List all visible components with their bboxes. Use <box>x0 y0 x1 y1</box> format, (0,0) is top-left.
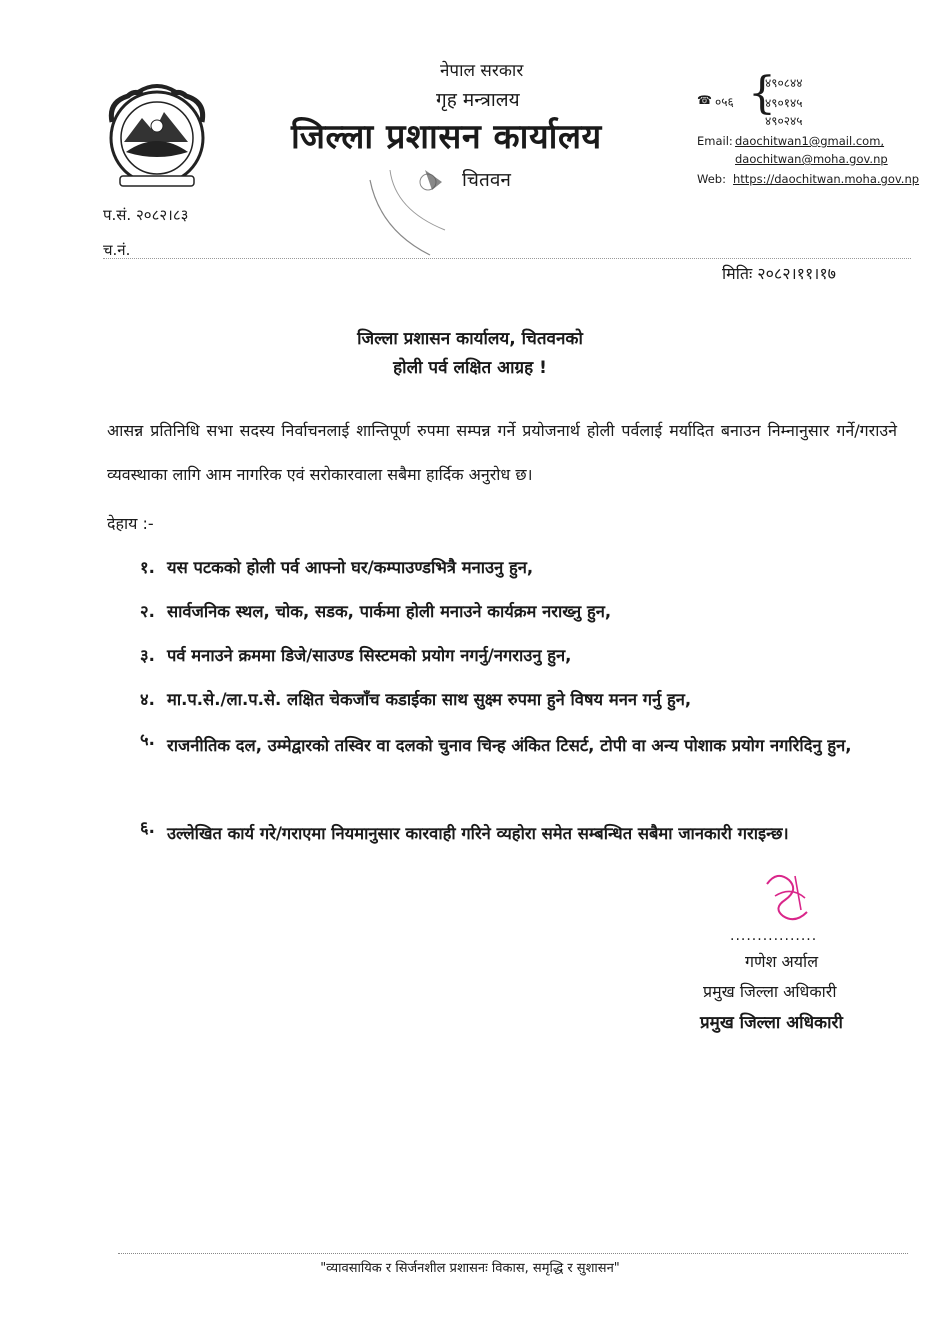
notice-title: जिल्ला प्रशासन कार्यालय, चितवनको <box>357 329 583 349</box>
list-item-number: ३. <box>140 646 155 665</box>
list-item-number: १. <box>140 558 155 577</box>
office-stamp-icon <box>350 160 480 260</box>
ministry-name: गृह मन्त्रालय <box>436 89 520 111</box>
dispatch-number: च.नं. <box>103 241 131 259</box>
contact-block <box>697 68 920 192</box>
phone-number: ४९०१४५ <box>765 96 803 110</box>
phone-code: ०५६ <box>715 95 734 109</box>
list-item-number: ४. <box>140 690 155 709</box>
list-item <box>140 592 900 632</box>
list-item <box>140 548 900 588</box>
designation-stamp: प्रमुख जिल्ला अधिकारी <box>700 1013 843 1033</box>
list-item <box>140 636 900 676</box>
list-item-text: यस पटकको होली पर्व आफ्नो घर/कम्पाउण्डभित्रै मनाउनु हुन, <box>167 558 534 577</box>
signer-name: गणेश अर्याल <box>745 952 819 971</box>
signature-line: ................ <box>730 928 818 944</box>
office-name: जिल्ला प्रशासन कार्यालय <box>291 117 602 157</box>
list-item-number: ६. <box>140 818 155 837</box>
phone-block <box>697 68 917 132</box>
website-link[interactable]: https://daochitwan.moha.gov.np <box>733 172 920 186</box>
signer-designation: प्रमुख जिल्ला अधिकारी <box>703 982 837 1001</box>
email-label: Email: <box>697 134 733 148</box>
list-item-text: सार्वजनिक स्थल, चोक, सडक, पार्कमा होली मनाउने कार्यक्रम नराख्नु हुन, <box>167 602 612 621</box>
notice-paragraph: आसन्न प्रतिनिधि सभा सदस्य निर्वाचनलाई शान्तिपूर्ण रुपमा सम्पन्न गर्ने प्रयोजनार्थ होली पर्वलाई मर्यादित बनाउन निम्नानुसार गर्ने/गराउने व्यवस्थाका लागि आम नागरिक एवं सरोकारवाला सबैमा हार्दिक अनुरोध छ। <box>107 421 897 484</box>
signature-icon <box>755 866 820 931</box>
email-link[interactable]: daochitwan@moha.gov.np <box>735 152 888 166</box>
list-item <box>140 720 900 772</box>
phone-number: ४९०८४४ <box>765 76 803 90</box>
nepal-emblem-icon <box>98 82 216 192</box>
list-item-text: मा.प.से./ला.प.से. लक्षित चेकजाँच कडाईका साथ सुक्ष्म रुपमा हुने विषय मनन गर्नु हुन, <box>167 690 692 709</box>
list-item-text: पर्व मनाउने क्रममा डिजे/साउण्ड सिस्टमको प्रयोग नगर्नु/नगराउनु हुन, <box>167 646 572 665</box>
brace-icon: { <box>748 68 776 119</box>
reference-number: प.सं. २०८२।८३ <box>103 206 189 224</box>
header-divider <box>103 258 911 259</box>
district-name: चितवन <box>462 169 511 191</box>
list-item-text: राजनीतिक दल, उम्मेद्वारको तस्विर वा दलको चुनाव चिन्ह अंकित टिसर्ट, टोपी वा अन्य पोशाक प्रयोग नगरिदिनु हुन, <box>167 736 852 755</box>
notice-subtitle: होली पर्व लक्षित आग्रह ! <box>393 358 547 378</box>
list-item <box>140 680 900 720</box>
footer-motto: "व्यावसायिक र सिर्जनशील प्रशासनः विकास, समृद्धि र सुशासन" <box>320 1261 620 1276</box>
list-item-number: २. <box>140 602 155 621</box>
letter-date: मितिः २०८२।११।१७ <box>722 264 836 283</box>
telephone-icon: ☎ <box>697 93 712 107</box>
email-link[interactable]: daochitwan1@gmail.com, <box>735 134 885 148</box>
list-item <box>140 808 900 860</box>
footer-divider <box>118 1253 908 1254</box>
web-label: Web: <box>697 172 726 186</box>
phone-number: ४९०२४५ <box>765 114 803 128</box>
government-name: नेपाल सरकार <box>440 61 524 81</box>
list-item-number: ५. <box>140 730 155 749</box>
list-item-text: उल्लेखित कार्य गरे/गराएमा नियमानुसार कारवाही गरिने व्यहोरा समेत सम्बन्धित सबैमा जानकारी गराइन्छ। <box>167 824 789 843</box>
list-heading: देहाय :- <box>107 514 154 533</box>
